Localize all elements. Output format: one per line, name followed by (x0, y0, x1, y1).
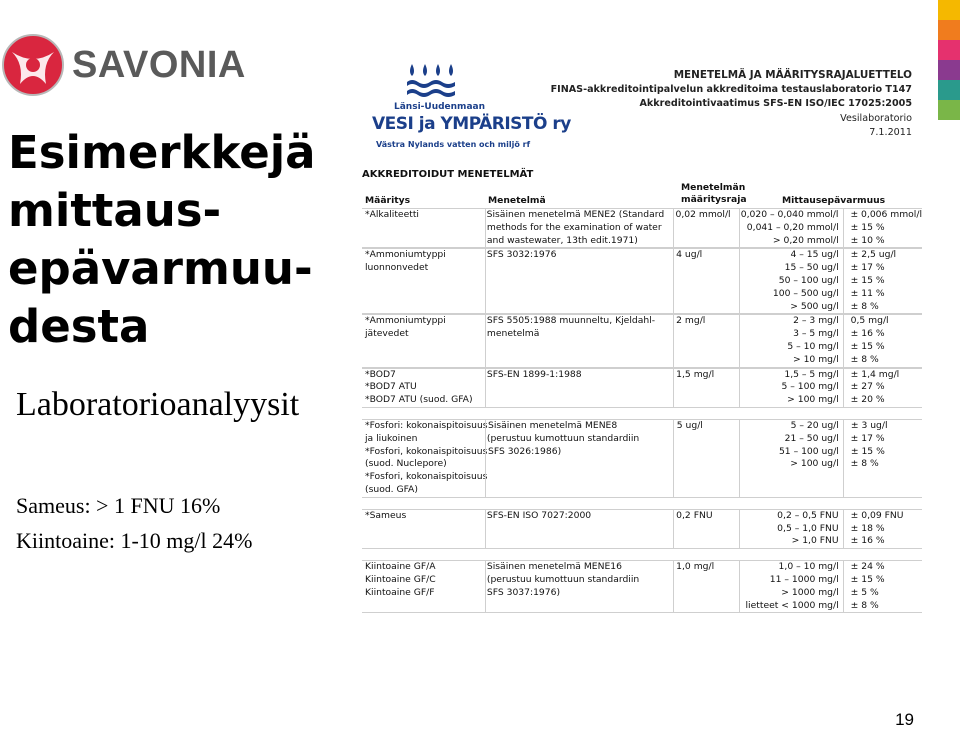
cell-uncertainty: ± 15 % (850, 573, 885, 585)
table-row (362, 394, 922, 407)
doc-header-line: Akkreditointivaatimus SFS-EN ISO/IEC 17025:2005 (639, 98, 912, 109)
page-title (8, 124, 348, 356)
cell-uncertainty: ± 15 % (850, 274, 885, 286)
doc-header-line: Vesilaboratorio (840, 112, 912, 124)
cell-method: SFS 3032:1976 (486, 249, 557, 261)
cell-method: and wastewater, 13th edit.1971) (486, 234, 638, 246)
table-row (362, 484, 922, 497)
table-row (362, 535, 922, 548)
cell-analysis: *Ammoniumtyppi (365, 315, 446, 327)
cell-analysis: Kiintoaine GF/C (365, 573, 436, 585)
cell-method: SFS-EN ISO 7027:2000 (486, 509, 592, 521)
cell-limit: 4 ug/l (676, 249, 703, 261)
cell-limit (673, 354, 741, 367)
table-row (362, 235, 922, 248)
cell-uncertainty: ± 16 % (850, 535, 885, 547)
column-divider (485, 315, 486, 366)
table-row (362, 341, 922, 354)
cell-limit (673, 275, 741, 288)
logo-wordmark: SAVONIA (72, 44, 246, 86)
column-divider (673, 315, 674, 366)
savonia-logo (0, 32, 246, 102)
cell-uncertainty: ± 8 % (850, 300, 879, 312)
column-divider (673, 420, 674, 497)
cell-analysis: *Alkaliteetti (365, 209, 419, 220)
cell-analysis: *Sameus (365, 509, 407, 521)
cell-limit (673, 433, 741, 446)
cell-limit (673, 394, 741, 407)
cell-method (484, 262, 673, 275)
cell-range: > 500 ug/l (790, 300, 839, 312)
cell-uncertainty: ± 8 % (850, 599, 879, 611)
table-body (362, 208, 922, 613)
document-header (551, 68, 912, 141)
column-divider (485, 209, 486, 247)
cell-analysis: *BOD7 ATU (365, 381, 417, 393)
column-divider (843, 561, 844, 612)
cell-analysis (362, 222, 484, 235)
column-divider (843, 510, 844, 548)
cell-limit (673, 484, 741, 497)
cell-range: > 1,0 FNU (791, 535, 839, 547)
cell-analysis: *Fosfori, kokonaispitoisuus (365, 471, 488, 483)
column-divider (485, 420, 486, 497)
cell-range: 5 – 10 mg/l (787, 340, 839, 352)
column-header: Menetelmän määritysraja (681, 182, 747, 205)
table-row (362, 275, 922, 288)
cell-uncertainty: ± 15 % (850, 221, 885, 233)
table-row (362, 315, 922, 328)
title-line: mittaus- (8, 184, 222, 237)
cell-method (484, 535, 673, 548)
cell-uncertainty: ± 3 ug/l (850, 419, 888, 431)
table-row (362, 471, 922, 484)
cell-method (484, 458, 673, 471)
column-divider (739, 561, 740, 612)
cell-analysis: luonnonvedet (365, 262, 429, 274)
cell-analysis (362, 275, 484, 288)
table-header (362, 182, 922, 208)
cell-uncertainty: ± 8 % (850, 353, 879, 365)
cell-range: 11 – 1000 mg/l (769, 573, 839, 585)
note-kiintoaine: Kiintoaine: 1-10 mg/l 24% (16, 528, 253, 553)
cell-uncertainty: ± 11 % (850, 287, 885, 299)
cell-uncertainty: ± 0,006 mmol/l (850, 209, 922, 220)
cell-analysis (362, 523, 484, 536)
cell-limit (673, 301, 741, 314)
cell-range: > 0,20 mmol/l (772, 234, 839, 246)
cell-method: Sisäinen menetelmä MENE16 (486, 561, 622, 573)
cell-range: 1,0 – 10 mg/l (778, 561, 839, 573)
cell-method (484, 288, 673, 301)
cell-uncertainty (845, 484, 922, 497)
table-row (362, 301, 922, 314)
cell-limit (673, 523, 741, 536)
cell-uncertainty: ± 16 % (850, 328, 885, 340)
cell-uncertainty: 0,5 mg/l (850, 315, 889, 327)
method-list-document (356, 62, 926, 612)
subtitle: Laboratorioanalyysit (16, 386, 300, 423)
cell-range: 51 – 100 ug/l (778, 445, 839, 457)
cell-limit (673, 262, 741, 275)
cell-method (484, 301, 673, 314)
table-group (362, 208, 922, 248)
cell-limit (673, 574, 741, 587)
cell-uncertainty: ± 2,5 ug/l (850, 249, 897, 261)
cell-limit (673, 222, 741, 235)
cell-range: > 10 mg/l (792, 353, 839, 365)
cell-method: Sisäinen menetelmä MENE8 (488, 419, 618, 431)
cell-limit: 5 ug/l (676, 419, 703, 431)
table-row (362, 381, 922, 394)
column-divider (673, 369, 674, 407)
cell-limit (673, 535, 741, 548)
table-row (362, 354, 922, 367)
cell-analysis: *BOD7 ATU (suod. GFA) (365, 394, 473, 406)
column-divider (843, 420, 844, 497)
doc-header-line: MENETELMÄ JA MÄÄRITYSRAJALUETTELO (673, 69, 912, 81)
column-divider (739, 209, 740, 247)
cell-method (484, 354, 673, 367)
group-gap (362, 408, 922, 419)
cell-uncertainty: ± 0,09 FNU (850, 509, 904, 521)
table-row (362, 600, 922, 613)
cell-range (742, 484, 845, 497)
table-row (362, 288, 922, 301)
table-group (362, 248, 922, 314)
cell-method: (perustuu kumottuun standardiin (486, 432, 640, 444)
table-group (362, 368, 922, 408)
column-divider (739, 510, 740, 548)
cell-limit (673, 587, 741, 600)
cell-limit (673, 600, 741, 613)
cell-analysis: *Fosfori: kokonaispitoisuus (365, 419, 488, 431)
column-divider (485, 561, 486, 612)
cell-analysis: *Fosfori, kokonaispitoisuus (365, 445, 488, 457)
column-divider (485, 249, 486, 313)
cell-range: 15 – 50 ug/l (784, 262, 839, 274)
cell-range: 5 – 20 ug/l (790, 419, 839, 431)
org-line-3: Västra Nylands vatten och miljö rf (376, 140, 531, 149)
cell-range (742, 471, 845, 484)
cell-method: SFS 3026:1986) (488, 445, 562, 457)
cell-method: SFS 3037:1976) (486, 586, 561, 598)
cell-limit: 1,5 mg/l (676, 368, 715, 380)
accent-stripes (938, 0, 960, 140)
table-row (362, 369, 922, 382)
cell-limit (673, 328, 741, 341)
group-gap (362, 549, 922, 560)
cell-analysis: Kiintoaine GF/A (365, 561, 436, 573)
cell-range: 0,020 – 0,040 mmol/l (740, 209, 839, 220)
cell-range: 100 – 500 ug/l (772, 287, 839, 299)
cell-uncertainty: ± 15 % (850, 445, 885, 457)
cell-limit: 0,2 FNU (676, 509, 713, 521)
cell-range: > 100 mg/l (787, 394, 839, 406)
column-divider (843, 249, 844, 313)
column-divider (485, 510, 486, 548)
column-divider (673, 249, 674, 313)
cell-uncertainty: ± 20 % (850, 394, 885, 406)
table-row (362, 574, 922, 587)
table-group (362, 314, 922, 367)
cell-analysis: Kiintoaine GF/F (365, 586, 435, 598)
table-row (362, 510, 922, 523)
cell-method (484, 600, 673, 613)
group-gap (362, 498, 922, 509)
cell-method: (perustuu kumottuun standardiin (486, 573, 640, 585)
cell-limit: 0,02 mmol/l (675, 209, 731, 220)
cell-uncertainty: ± 10 % (850, 234, 885, 246)
cell-method (484, 484, 673, 497)
cell-limit (673, 458, 741, 471)
cell-limit (673, 288, 741, 301)
title-line: Esimerkkejä (8, 126, 316, 179)
table-row (362, 523, 922, 536)
cell-analysis (362, 600, 484, 613)
cell-method: SFS 5505:1988 muunneltu, Kjeldahl- (486, 315, 656, 327)
cell-range: 50 – 100 ug/l (778, 274, 839, 286)
water-drops-icon (406, 62, 456, 98)
column-divider (739, 369, 740, 407)
cell-analysis (362, 341, 484, 354)
cell-analysis (362, 354, 484, 367)
table-row (362, 433, 922, 446)
cell-method (484, 381, 673, 394)
cell-range: 21 – 50 ug/l (784, 432, 839, 444)
cell-analysis (362, 301, 484, 314)
cell-method (484, 341, 673, 354)
cell-method (484, 275, 673, 288)
cell-analysis: (suod. Nuclepore) (365, 458, 447, 470)
cell-range: 2 – 3 mg/l (793, 315, 839, 327)
cell-range: 0,2 – 0,5 FNU (777, 509, 839, 521)
section-title: AKKREDITOIDUT MENETELMÄT (362, 169, 534, 180)
stripe-4 (938, 60, 960, 80)
cell-range: 3 – 5 mg/l (793, 328, 839, 340)
cell-method: Sisäinen menetelmä MENE2 (Standard (486, 209, 665, 220)
cell-uncertainty: ± 17 % (850, 262, 885, 274)
cell-limit: 2 mg/l (676, 315, 706, 327)
cell-uncertainty (845, 471, 922, 484)
cell-limit (674, 446, 742, 459)
stripe-5 (938, 80, 960, 100)
table-row (362, 249, 922, 262)
cell-method: menetelmä (486, 328, 540, 340)
cell-uncertainty: ± 5 % (850, 586, 879, 598)
cell-limit: 1,0 mg/l (676, 561, 715, 573)
cell-range: > 1000 mg/l (781, 586, 839, 598)
column-header: Mittausepävarmuus (782, 195, 886, 206)
stripe-1 (938, 0, 960, 20)
column-header: Menetelmä (488, 195, 546, 206)
cell-method: SFS-EN 1899-1:1988 (486, 368, 582, 380)
cell-method (484, 523, 673, 536)
table-row (362, 458, 922, 471)
table-row (362, 209, 922, 222)
cell-uncertainty: ± 27 % (850, 381, 885, 393)
column-divider (739, 315, 740, 366)
cell-method (484, 394, 673, 407)
cell-range: 0,5 – 1,0 FNU (777, 522, 839, 534)
cell-range: > 100 ug/l (790, 458, 839, 470)
column-divider (739, 420, 740, 497)
column-header: Määritys (365, 195, 411, 206)
cell-analysis: *BOD7 (365, 368, 396, 380)
column-divider (843, 315, 844, 366)
cell-uncertainty: ± 17 % (850, 432, 885, 444)
note-sameus: Sameus: > 1 FNU 16% (16, 493, 221, 518)
org-logo (364, 62, 571, 157)
cell-limit (673, 381, 741, 394)
cell-limit (674, 471, 742, 484)
doc-header-line: 7.1.2011 (869, 127, 912, 138)
table-row (362, 587, 922, 600)
cell-uncertainty: ± 8 % (850, 458, 879, 470)
table-row (362, 328, 922, 341)
stripe-6 (938, 100, 960, 120)
cell-analysis (362, 288, 484, 301)
column-divider (673, 561, 674, 612)
column-divider (843, 369, 844, 407)
table-row (362, 262, 922, 275)
column-divider (673, 510, 674, 548)
cell-method: methods for the examination of water (486, 221, 662, 233)
stripe-3 (938, 40, 960, 60)
cell-analysis (362, 235, 484, 248)
column-divider (485, 369, 486, 407)
cell-method (485, 471, 674, 484)
table-row (362, 222, 922, 235)
stripe-2 (938, 20, 960, 40)
cell-limit (673, 341, 741, 354)
column-divider (739, 249, 740, 313)
cell-analysis: *Ammoniumtyppi (365, 249, 446, 261)
cell-uncertainty: ± 18 % (850, 522, 885, 534)
cell-range: 4 – 15 ug/l (790, 249, 839, 261)
cell-limit (673, 235, 741, 248)
cell-analysis: (suod. GFA) (365, 483, 418, 495)
page-number: 19 (895, 710, 914, 729)
cell-uncertainty: ± 15 % (850, 340, 885, 352)
table-row (362, 561, 922, 574)
cell-analysis: jätevedet (365, 328, 409, 340)
table-group (362, 509, 922, 549)
savonia-logo-icon (2, 34, 64, 96)
table-group (362, 419, 922, 498)
column-divider (843, 209, 844, 247)
table-row (362, 420, 922, 433)
table-row (362, 446, 922, 459)
cell-range: 5 – 100 mg/l (781, 381, 839, 393)
cell-analysis: ja liukoinen (365, 432, 418, 444)
org-line-1: Länsi-Uudenmaan (394, 102, 485, 112)
title-line: desta (8, 300, 150, 353)
title-line: epävarmuu- (8, 242, 313, 295)
cell-uncertainty: ± 24 % (850, 561, 885, 573)
cell-range: lietteet < 1000 mg/l (745, 599, 839, 611)
table-group (362, 560, 922, 613)
cell-uncertainty: ± 1,4 mg/l (850, 368, 900, 380)
doc-header-line: FINAS-akkreditointipalvelun akkreditoima testauslaboratorio T147 (550, 83, 912, 95)
methods-table (362, 182, 922, 613)
org-line-2: VESI ja YMPÄRISTÖ ry (372, 114, 571, 134)
cell-range: 1,5 – 5 mg/l (784, 368, 839, 380)
column-divider (673, 209, 674, 247)
cell-range: 0,041 – 0,20 mmol/l (746, 221, 839, 233)
cell-analysis (362, 535, 484, 548)
